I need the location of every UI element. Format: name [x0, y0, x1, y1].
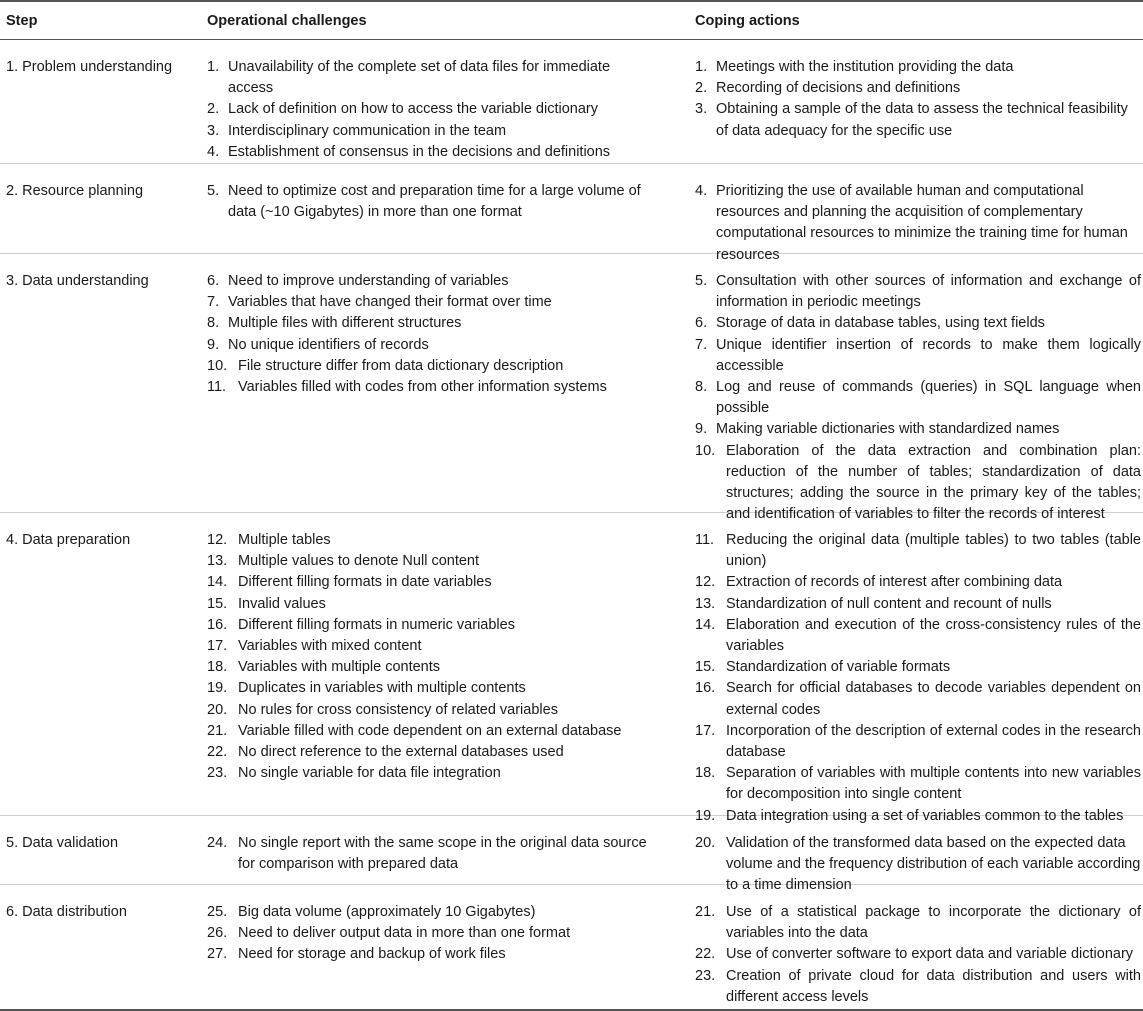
- list-item: [207, 292, 657, 313]
- header-challenges: Operational challenges: [207, 13, 367, 29]
- list-item-number: 9.: [207, 336, 220, 353]
- list-item-number: 8.: [695, 379, 708, 396]
- coping-cell: [695, 40, 1141, 142]
- list-item-number: 14.: [207, 574, 228, 591]
- list-item-text: Recording of decisions and definitions: [716, 80, 961, 97]
- list-item-number: 22.: [207, 744, 228, 761]
- list-item: [695, 944, 1141, 965]
- list-item-text: Elaboration of the data extraction and combination plan: reduction of the number of tables; standardization of data structures; adding the source in the primary key of the tables; and identification of variables to filter the records of interest: [726, 442, 1141, 523]
- list-item: [207, 335, 657, 356]
- list-item-text: Interdisciplinary communication in the team: [228, 122, 507, 139]
- list-item: [207, 636, 657, 657]
- list-item: [695, 594, 1141, 615]
- challenges-cell: [207, 40, 657, 163]
- list-item: [207, 551, 657, 572]
- list-item: [207, 57, 657, 99]
- list-item-number: 3.: [207, 122, 220, 139]
- list-item: [695, 377, 1141, 419]
- list-item-text: Variables filled with codes from other information systems: [238, 379, 607, 396]
- list-item-number: 17.: [695, 722, 716, 739]
- list-item-number: 7.: [207, 294, 220, 311]
- list-item: [207, 142, 657, 163]
- list-item-text: Variables that have changed their format over time: [228, 294, 552, 311]
- list-item-number: 8.: [207, 315, 220, 332]
- list-item: [207, 657, 657, 678]
- list-item: [207, 923, 657, 944]
- table-row: [0, 513, 1143, 824]
- list-item-number: 11.: [695, 532, 715, 548]
- list-item-number: 3.: [695, 101, 708, 118]
- list-item-text: Need to deliver output data in more than one format: [238, 925, 571, 942]
- list-item: [695, 902, 1141, 944]
- list-item: [207, 313, 657, 334]
- list-item: [207, 833, 657, 875]
- list-item-text: Consultation with other sources of information and exchange of information in periodic meetings: [716, 273, 1141, 311]
- list-item: [207, 944, 657, 965]
- list-item-text: Use of converter software to export data and variable dictionary: [726, 946, 1134, 963]
- list-item-text: Validation of the transformed data based on the expected data volume and the frequency distribution of each variable according to a time dimension: [726, 835, 1141, 894]
- list-item-number: 17.: [207, 638, 228, 655]
- list-item: [695, 572, 1141, 593]
- table-row: [0, 40, 1143, 164]
- list-item-number: 25.: [207, 904, 228, 920]
- list-item-number: 9.: [695, 421, 708, 438]
- list-item: [207, 356, 657, 377]
- step-cell: 6. Data distribution: [6, 904, 127, 920]
- list-item-text: Standardization of variable formats: [726, 659, 951, 676]
- list-item-number: 23.: [207, 765, 228, 782]
- list-item-number: 12.: [695, 574, 716, 591]
- list-item-text: Standardization of null content and recount of nulls: [726, 595, 1052, 612]
- list-item-number: 21.: [695, 904, 716, 920]
- list-item-text: Meetings with the institution providing the data: [716, 59, 1014, 75]
- challenges-cell: [207, 513, 657, 784]
- list-item-text: Duplicates in variables with multiple contents: [238, 680, 526, 697]
- list-item-number: 2.: [695, 80, 708, 97]
- list-item-number: 21.: [207, 722, 228, 739]
- list-item: [207, 377, 657, 398]
- step-cell: 5. Data validation: [6, 835, 119, 851]
- list-item-text: Elaboration and execution of the cross-consistency rules of the variables: [726, 616, 1141, 655]
- list-item-number: 20.: [207, 701, 228, 718]
- coping-cell: [695, 513, 1141, 827]
- list-item: [695, 57, 1141, 78]
- list-item-text: Prioritizing the use of available human and computational resources and planning the acquisition of complementary computational resources to minimize the training time for human resources: [716, 183, 1128, 263]
- list-item-number: 14.: [695, 616, 716, 633]
- list-item-text: No direct reference to the external databases used: [238, 744, 564, 761]
- list-item: [695, 530, 1141, 572]
- list-item: [207, 742, 657, 763]
- challenges-cell: [207, 885, 657, 966]
- list-item: [695, 313, 1141, 334]
- list-item: [695, 966, 1141, 1008]
- list-item-number: 13.: [695, 595, 716, 612]
- list-item-number: 12.: [207, 532, 228, 548]
- challenges-cell: [207, 164, 657, 223]
- table-row: [0, 254, 1143, 523]
- list-item-number: 15.: [695, 659, 716, 676]
- list-item-text: Different filling formats in date variables: [238, 574, 492, 591]
- list-item-number: 11.: [207, 379, 227, 396]
- list-item-text: No single variable for data file integration: [238, 765, 501, 782]
- list-item-number: 26.: [207, 925, 228, 942]
- list-item: [207, 121, 657, 142]
- list-item-text: Unavailability of the complete set of data files for immediate access: [228, 59, 611, 97]
- list-item: [207, 594, 657, 615]
- list-item-text: Separation of variables with multiple contents into new variables for decomposition into single content: [726, 765, 1141, 803]
- header-step: Step: [6, 13, 38, 29]
- step-cell: 2. Resource planning: [6, 183, 144, 199]
- coping-cell: [695, 254, 1141, 525]
- list-item-number: 18.: [695, 765, 716, 782]
- list-item-text: Incorporation of the description of external codes in the research database: [726, 722, 1141, 761]
- list-item-number: 4.: [207, 143, 220, 160]
- list-item-number: 19.: [207, 680, 228, 697]
- list-item-text: Establishment of consensus in the decisions and definitions: [228, 143, 611, 160]
- list-item-text: Data integration using a set of variables common to the tables: [726, 807, 1124, 824]
- list-item-number: 16.: [695, 680, 716, 697]
- list-item-text: Need for storage and backup of work files: [238, 946, 506, 963]
- list-item-text: Multiple files with different structures: [228, 315, 462, 332]
- coping-cell: [695, 885, 1141, 1008]
- list-item-text: Variables with mixed content: [238, 638, 422, 655]
- list-item: [207, 530, 657, 551]
- list-item: [695, 763, 1141, 805]
- list-item-number: 5.: [695, 273, 708, 289]
- list-item-text: No single report with the same scope in the original data source for comparison with prepared data: [238, 835, 647, 873]
- list-item-number: 4.: [695, 183, 708, 199]
- list-item-text: Making variable dictionaries with standardized names: [716, 421, 1060, 438]
- list-item: [695, 271, 1141, 313]
- list-item-text: Big data volume (approximately 10 Gigabytes): [238, 904, 536, 920]
- list-item-number: 10.: [695, 442, 716, 459]
- table-header: [0, 0, 1143, 40]
- list-item-number: 15.: [207, 595, 228, 612]
- list-item-text: Storage of data in database tables, using text fields: [716, 315, 1045, 332]
- list-item: [207, 181, 657, 223]
- list-item: [207, 271, 657, 292]
- list-item-number: 7.: [695, 336, 708, 353]
- list-item-number: 24.: [207, 835, 228, 851]
- step-cell: 4. Data preparation: [6, 532, 131, 548]
- list-item-text: Use of a statistical package to incorporate the dictionary of variables into the data: [726, 904, 1141, 942]
- list-item-number: 16.: [207, 616, 228, 633]
- list-item: [695, 678, 1141, 720]
- list-item-text: Obtaining a sample of the data to assess the technical feasibility of data adequacy for the specific use: [716, 101, 1128, 139]
- list-item-number: 10.: [207, 357, 228, 374]
- list-item-text: File structure differ from data dictionary description: [238, 357, 564, 374]
- challenges-cell: [207, 254, 657, 398]
- list-item-text: Log and reuse of commands (queries) in SQL language when possible: [716, 379, 1141, 417]
- list-item-number: 5.: [207, 183, 220, 199]
- list-item: [695, 721, 1141, 763]
- step-cell: 1. Problem understanding: [6, 59, 173, 75]
- list-item-text: Unique identifier insertion of records to make them logically accessible: [716, 336, 1141, 374]
- list-item-text: Search for official databases to decode variables dependent on external codes: [726, 680, 1141, 718]
- table-row: [0, 885, 1143, 1011]
- list-item: [207, 615, 657, 636]
- list-item-number: 23.: [695, 967, 716, 984]
- list-item-text: No rules for cross consistency of related variables: [238, 701, 558, 718]
- list-item: [207, 763, 657, 784]
- list-item: [695, 99, 1141, 141]
- list-item-text: Multiple values to denote Null content: [238, 553, 480, 570]
- table-row: [0, 164, 1143, 263]
- list-item-text: Creation of private cloud for data distribution and users with different access levels: [726, 967, 1141, 1005]
- list-item-number: 27.: [207, 946, 228, 963]
- list-item-number: 22.: [695, 946, 716, 963]
- list-item-text: Invalid values: [238, 595, 326, 612]
- table-row: [0, 816, 1143, 894]
- list-item: [207, 572, 657, 593]
- list-item-number: 1.: [207, 59, 220, 75]
- list-item-number: 20.: [695, 835, 716, 851]
- list-item-text: No unique identifiers of records: [228, 336, 429, 353]
- list-item-text: Lack of definition on how to access the variable dictionary: [228, 101, 598, 118]
- list-item: [695, 657, 1141, 678]
- list-item: [695, 615, 1141, 657]
- list-item-text: Multiple tables: [238, 532, 331, 548]
- list-item-number: 6.: [695, 315, 708, 332]
- list-item-text: Variables with multiple contents: [238, 659, 441, 676]
- list-item-text: Need to optimize cost and preparation time for a large volume of data (~10 Gigabytes) in more than one format: [228, 183, 641, 221]
- list-item: [207, 678, 657, 699]
- list-item-number: 1.: [695, 59, 708, 75]
- list-item-text: Variable filled with code dependent on an external database: [238, 722, 622, 739]
- list-item: [207, 99, 657, 120]
- list-item-text: Different filling formats in numeric variables: [238, 616, 515, 633]
- list-item-text: Need to improve understanding of variables: [228, 273, 509, 289]
- coping-cell: [695, 164, 1141, 266]
- list-item-number: 19.: [695, 807, 716, 824]
- challenges-cell: [207, 816, 657, 875]
- header-coping: Coping actions: [695, 13, 800, 29]
- list-item-text: Reducing the original data (multiple tables) to two tables (table union): [726, 532, 1141, 570]
- list-item: [207, 700, 657, 721]
- list-item: [695, 419, 1141, 440]
- list-item-text: Extraction of records of interest after combining data: [726, 574, 1063, 591]
- list-item: [207, 721, 657, 742]
- list-item: [207, 902, 657, 923]
- list-item-number: 13.: [207, 553, 228, 570]
- list-item: [695, 78, 1141, 99]
- list-item-number: 2.: [207, 101, 220, 118]
- list-item-number: 18.: [207, 659, 228, 676]
- list-item: [695, 335, 1141, 377]
- list-item-number: 6.: [207, 273, 220, 289]
- step-cell: 3. Data understanding: [6, 273, 149, 289]
